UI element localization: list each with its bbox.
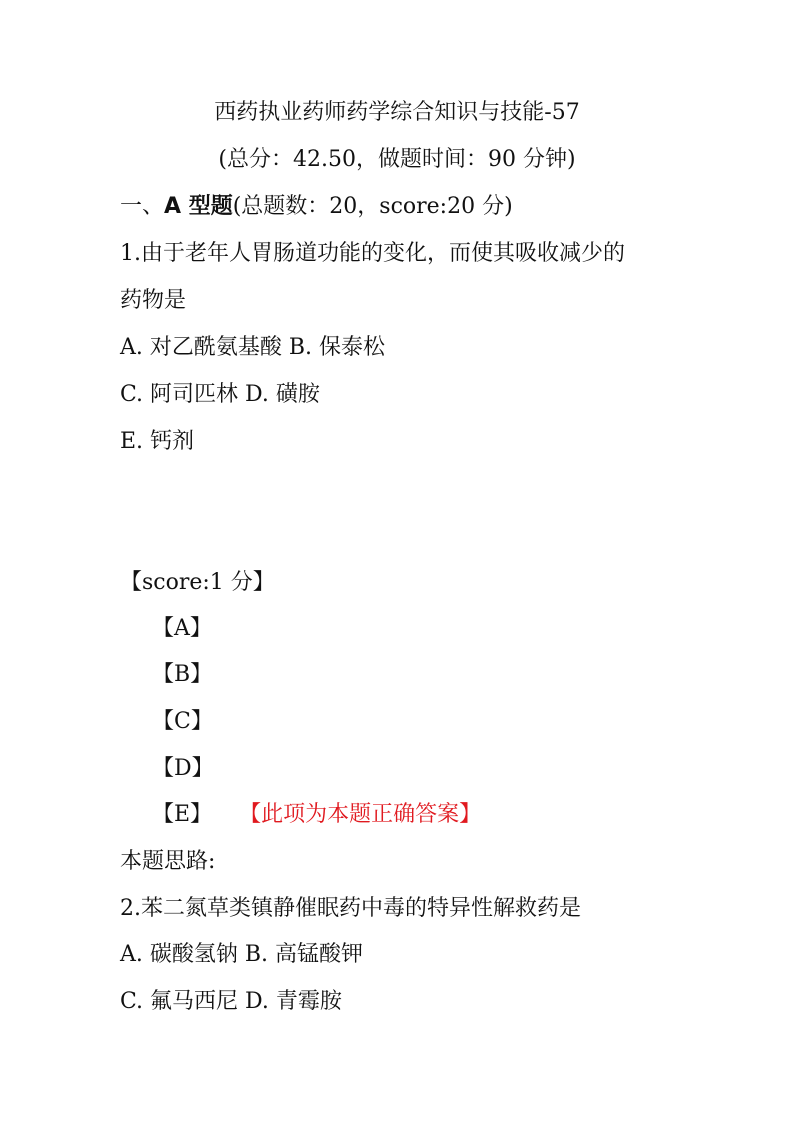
correct-answer-note: 【此项为本题正确答案】 bbox=[250, 802, 482, 827]
question-1-stem-line-2: 药物是 bbox=[120, 288, 187, 313]
section-heading bbox=[120, 192, 513, 222]
answer-e: 【E】 bbox=[152, 802, 213, 827]
answer-a: 【A】 bbox=[152, 616, 212, 641]
question-1-options-ab: A. 对乙酰氨基酸 B. 保泰松 bbox=[120, 335, 386, 360]
answer-b: 【B】 bbox=[152, 662, 213, 687]
question-2-stem: 2.苯二氮草类镇静催眠药中毒的特异性解救药是 bbox=[120, 896, 581, 921]
section-info: (总题数：20，score:20 分) bbox=[232, 194, 513, 219]
answer-c: 【C】 bbox=[152, 709, 213, 734]
answer-d: 【D】 bbox=[152, 756, 214, 781]
question-1-options-e: E. 钙剂 bbox=[120, 429, 195, 454]
question-1-analysis: 本题思路: bbox=[120, 849, 216, 874]
document-title: 西药执业药师药学综合知识与技能-57 bbox=[214, 100, 580, 125]
section-label: 一、 bbox=[120, 194, 165, 219]
question-1-score: 【score:1 分】 bbox=[120, 570, 275, 595]
question-1-stem-line-1: 1.由于老年人胃肠道功能的变化，而使其吸收减少的 bbox=[120, 241, 625, 266]
question-2-options-cd: C. 氟马西尼 D. 青霉胺 bbox=[120, 989, 342, 1014]
question-2-options-ab: A. 碳酸氢钠 B. 高锰酸钾 bbox=[120, 942, 364, 967]
answer-e-row bbox=[152, 800, 481, 830]
section-type: A 型题 bbox=[164, 194, 233, 219]
document-subtitle: (总分：42.50，做题时间：90 分钟) bbox=[218, 147, 576, 172]
question-1-options-cd: C. 阿司匹林 D. 磺胺 bbox=[120, 382, 320, 407]
